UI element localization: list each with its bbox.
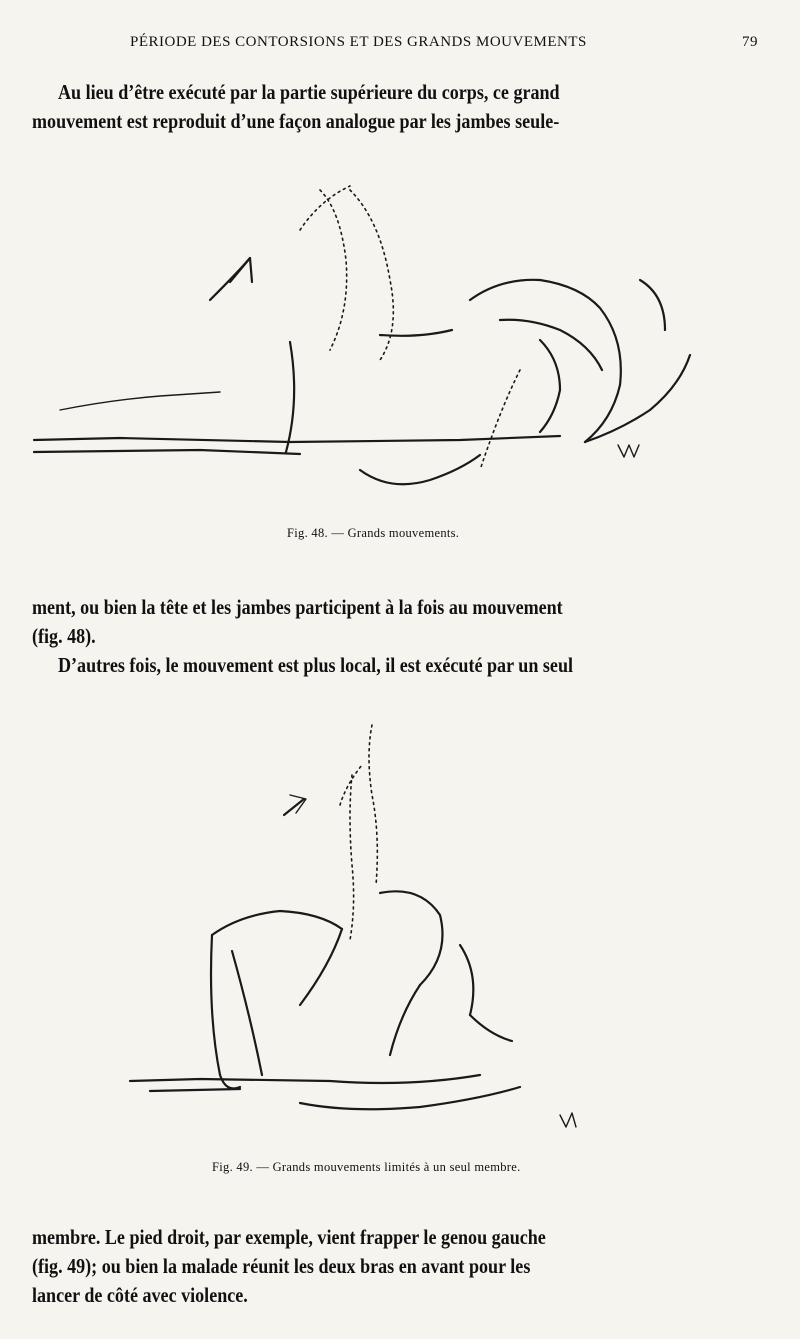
paragraph-middle-line-2: (fig. 48). — [32, 624, 96, 648]
paragraph-top-line-1: Au lieu d’être exécuté par la partie supérieure du corps, ce grand — [58, 80, 560, 104]
paragraph-middle-line-3: D’autres fois, le mouvement est plus local, il est exécuté par un seul — [58, 653, 574, 677]
paragraph-bottom-line-3: lancer de côté avec violence. — [32, 1283, 248, 1307]
paragraph-bottom-line-1: membre. Le pied droit, par exemple, vient frapper le genou gauche — [32, 1225, 546, 1249]
figure-48-caption: Fig. 48. — Grands mouvements. — [287, 526, 460, 540]
paragraph-top-line-2: mouvement est reproduit d’une façon analogue par les jambes seule- — [32, 109, 560, 133]
paragraph-bottom-line-2: (fig. 49); ou bien la malade réunit les deux bras en avant pour les — [32, 1254, 531, 1278]
figure-49-caption: Fig. 49. — Grands mouvements limités à un seul membre. — [212, 1160, 521, 1174]
paragraph-middle-line-1: ment, ou bien la tête et les jambes participent à la fois au mouvement — [32, 595, 563, 619]
page-number: 79 — [742, 34, 758, 50]
figure-49-drawing — [0, 715, 800, 1135]
figure-48-drawing — [0, 170, 800, 510]
running-title: PÉRIODE DES CONTORSIONS ET DES GRANDS MOUVEMENTS — [130, 34, 587, 50]
